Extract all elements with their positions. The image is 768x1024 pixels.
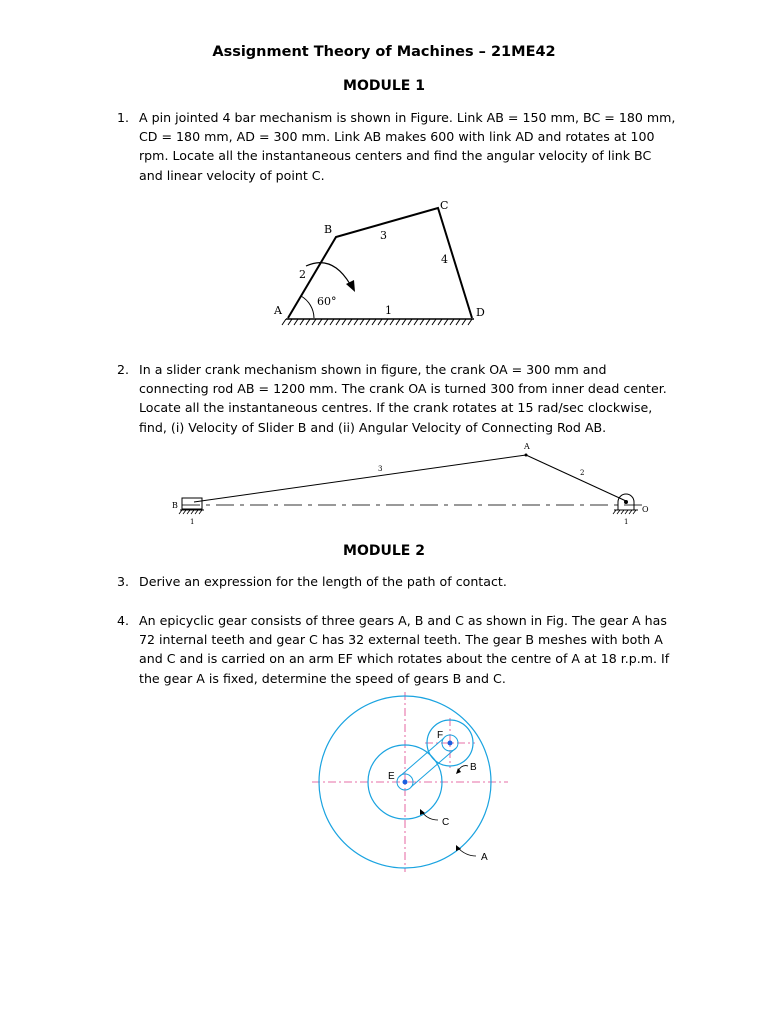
label-link-3: 3 <box>378 465 383 473</box>
label-ground-left: 1 <box>190 518 195 526</box>
connecting-rod <box>194 455 526 502</box>
question-number: 4. <box>117 613 130 628</box>
arrow-head <box>346 280 355 292</box>
angle-arc <box>301 296 314 318</box>
label-A: A <box>524 442 530 451</box>
four-bar-mechanism-figure <box>262 192 506 332</box>
question-2 <box>117 360 677 437</box>
label-D: D <box>476 306 485 319</box>
module-1-heading: MODULE 1 <box>343 78 425 94</box>
label-F: F <box>437 730 444 741</box>
label-C: C <box>440 199 449 212</box>
slider-crank-figure <box>166 440 666 530</box>
label-link-1: 1 <box>385 304 392 317</box>
label-B: B <box>470 762 477 773</box>
question-text: An epicyclic gear consists of three gears A, B and C as shown in Fig. The gear A has 72 internal teeth and gear C has 32 external teeth. The gear B meshes with both A and C and is carried on an arm EF which rotates about the centre of A at 18 r.p.m. If the gear A is fixed, determine the speed of gears B and C. <box>139 613 670 686</box>
question-text: A pin jointed 4 bar mechanism is shown in Figure. Link AB = 150 mm, BC = 180 mm, CD = 180 mm, AD = 300 mm. Link AB makes 600 with link AD and rotates at 100 rpm. Locate all the instantaneous centers and find the angular velocity of link BC and linear velocity of point C. <box>139 110 676 183</box>
module-2-heading: MODULE 2 <box>343 543 425 559</box>
question-text: Derive an expression for the length of the path of contact. <box>139 574 507 589</box>
question-number: 1. <box>117 110 130 125</box>
label-link-4: 4 <box>441 253 448 266</box>
label-O: O <box>642 505 649 514</box>
label-C: C <box>442 817 450 828</box>
label-link-3: 3 <box>380 229 387 242</box>
question-number: 2. <box>117 362 130 377</box>
question-4 <box>117 611 677 688</box>
page-title: Assignment Theory of Machines – 21ME42 <box>212 44 556 60</box>
label-A: A <box>274 304 282 317</box>
crank <box>526 455 626 501</box>
label-link-2: 2 <box>580 469 585 477</box>
ground-hatch <box>282 319 474 325</box>
label-E: E <box>388 771 395 782</box>
rotation-arrow <box>306 263 350 284</box>
label-A: A <box>481 852 488 863</box>
label-B: B <box>324 223 333 236</box>
question-1 <box>117 108 677 185</box>
epicyclic-gear-figure <box>310 690 510 874</box>
label-link-2: 2 <box>299 268 306 281</box>
label-B: B <box>172 501 178 510</box>
label-ground-right: 1 <box>624 518 629 526</box>
slider-block <box>182 498 202 509</box>
question-number: 3. <box>117 574 130 589</box>
leader-A <box>458 848 476 856</box>
label-angle: 60° <box>317 295 337 308</box>
question-text: In a slider crank mechanism shown in figure, the crank OA = 300 mm and connecting rod AB = 1200 mm. The crank OA is turned 300 from inner dead center. Locate all the instantaneous centres. If the crank rotates at 15 rad/sec clockwise, find, (i) Velocity of Slider B and (ii) Angular Velocity of Connecting Rod AB. <box>139 362 667 435</box>
question-3 <box>117 572 677 591</box>
